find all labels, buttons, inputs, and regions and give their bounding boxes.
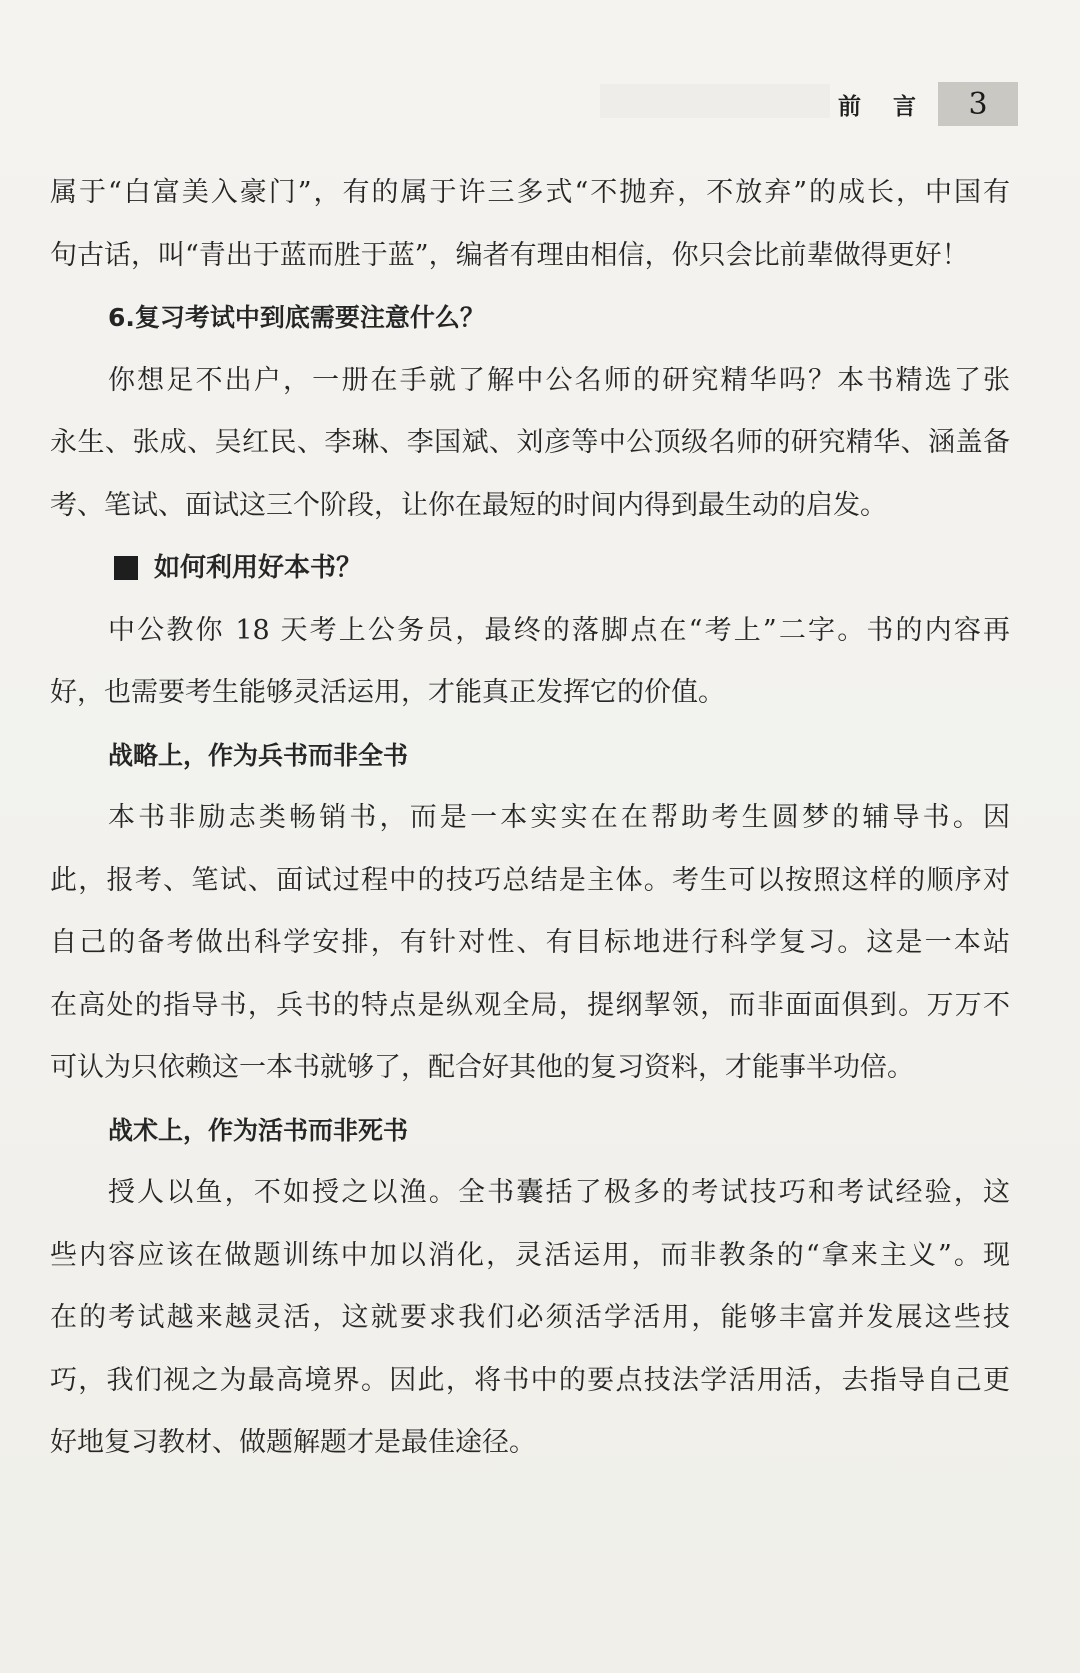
question-heading: 6.复习考试中到底需要注意什么？ <box>108 303 485 332</box>
paragraph-line: 属于“白富美入豪门”，有的属于许三多式“不抛弃，不放弃”的成长，中国有 <box>50 177 1010 208</box>
paragraph-line: 自己的备考做出科学安排，有针对性、有目标地进行科学复习。这是一本站 <box>50 927 1010 958</box>
running-header <box>838 82 1018 126</box>
bleed-through-shadow <box>600 84 830 118</box>
subheading: 战术上，作为活书而非死书 <box>108 1115 409 1145</box>
paragraph-line: 好地复习教材、做题解题才是最佳途径。 <box>50 1427 536 1458</box>
subheading: 战略上，作为兵书而非全书 <box>108 740 409 770</box>
paragraph-line: 授人以鱼，不如授之以渔。全书囊括了极多的考试技巧和考试经验，这 <box>108 1177 1010 1208</box>
paragraph-line: 可认为只依赖这一本书就够了，配合好其他的复习资料，才能事半功倍。 <box>50 1052 914 1083</box>
paragraph-line: 本书非励志类畅销书，而是一本实实在在帮助考生圆梦的辅导书。因 <box>108 802 1010 833</box>
paragraph-line: 你想足不出户，一册在手就了解中公名师的研究精华吗？本书精选了张 <box>108 364 1010 396</box>
section-heading <box>50 537 1010 600</box>
section-title: 前 言 <box>838 93 929 120</box>
paragraph-line: 好，也需要考生能够灵活运用，才能真正发挥它的价值。 <box>50 677 725 708</box>
paragraph-line: 永生、张成、吴红民、李琳、李国斌、刘彦等中公顶级名师的研究精华、涵盖备 <box>50 427 1010 458</box>
page-number: 3 <box>968 86 988 122</box>
paragraph-line: 考、笔试、面试这三个阶段，让你在最短的时间内得到最生动的启发。 <box>50 489 887 521</box>
paragraph-line: 在的考试越来越灵活，这就要求我们必须活学活用，能够丰富并发展这些技 <box>50 1302 1010 1333</box>
paragraph-line: 句古话，叫“青出于蓝而胜于蓝”，编者有理由相信，你只会比前辈做得更好！ <box>50 239 969 271</box>
paragraph-line: 巧，我们视之为最高境界。因此，将书中的要点技法学活用活，去指导自己更 <box>50 1364 1010 1396</box>
section-heading-text: 如何利用好本书？ <box>154 553 363 583</box>
paragraph-line: 在高处的指导书，兵书的特点是纵观全局，提纲挈领，而非面面俱到。万万不 <box>50 989 1010 1021</box>
paragraph-line: 此，报考、笔试、面试过程中的技巧总结是主体。考生可以按照这样的顺序对 <box>50 864 1010 896</box>
page-number-box <box>938 82 1018 126</box>
black-square-icon <box>114 556 138 580</box>
paragraph-line: 中公教你 18 天考上公务员，最终的落脚点在“考上”二字。书的内容再 <box>108 614 1010 646</box>
page-body <box>50 162 1010 1475</box>
paragraph-line: 些内容应该在做题训练中加以消化，灵活运用，而非教条的“拿来主义”。现 <box>50 1239 1010 1271</box>
